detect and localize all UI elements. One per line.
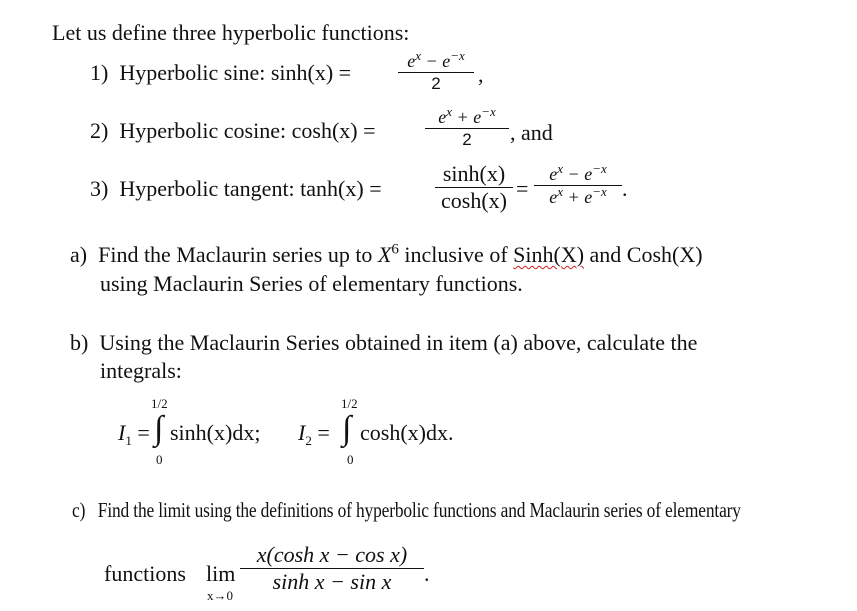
part-a-line1: a) Find the Maclaurin series up to $X^6$ inclusive of Sinh(X) and Cosh(X) [70,241,703,267]
definition-cosh [90,118,376,144]
integral-sign-1: ∫ [154,410,164,447]
intro-text: Let us define three hyperbolic functions: [52,20,410,45]
part-b-line2: integrals: [100,358,182,383]
cosh-denominator: 2 [462,130,472,149]
integrand-2: cosh(x)dx. [360,420,454,445]
part-b-line1: b) Using the Maclaurin Series obtained in item (a) above, calculate the [70,330,698,355]
lower-limit-2: 0 [347,452,354,467]
limit-fraction [240,544,424,593]
cosh-tail: , and [510,120,553,145]
item-number: 3) [90,176,109,201]
equals-sign: = [516,176,529,201]
integral-2: $I_2$ = [298,420,330,448]
limit-tail: . [424,561,430,586]
limit-operator: lim [206,561,236,586]
part-a-letter: a) [70,242,88,267]
fraction-bar [534,185,622,186]
tanh-fraction-2 [534,161,622,207]
part-c-letter: c) [72,498,86,522]
sinh-numerator: $e^x - e^{-x}$ [407,48,465,71]
cosh-fraction [425,104,509,149]
part-b-letter: b) [70,330,89,355]
cosh-label: Hyperbolic cosine: cosh(x) = [119,118,376,143]
limit-numerator: x(cosh x − cos x) [256,542,408,567]
definition-tanh [90,176,382,202]
integral-1: $I_1$ = [118,420,150,448]
integral-sign-2: ∫ [342,410,352,447]
fraction-bar [398,72,474,73]
part-c-line1: c) Find the limit using the definitions of hyperbolic functions and Maclaurin series of elementary [72,498,741,522]
upper-limit-2: 1/2 [341,396,358,411]
sinh-denominator: 2 [431,74,441,93]
item-number: 1) [90,60,109,85]
integrand-1: sinh(x)dx; [170,420,261,445]
sinh-term: Sinh(X) [513,242,585,267]
lower-limit-1: 0 [156,452,163,467]
cosh-numerator: $e^x + e^{-x}$ [438,104,496,127]
tanh-numerator-2: $e^x - e^{-x}$ [549,161,607,184]
tanh-label: Hyperbolic tangent: tanh(x) = [119,176,382,201]
part-c-functions: functions [104,561,186,586]
tanh-denominator-1: cosh(x) [441,188,507,213]
upper-limit-1: 1/2 [151,396,168,411]
limit-denominator: sinh x − sin x [272,569,392,594]
sinh-label: Hyperbolic sine: sinh(x) = [119,60,352,85]
part-a-line2: using Maclaurin Series of elementary functions. [100,271,523,296]
tanh-numerator-1: sinh(x) [442,161,506,186]
sinh-fraction [398,48,474,93]
limit-subscript: x→0 [207,588,233,603]
definition-sinh [90,60,351,86]
sinh-tail: , [478,62,484,87]
tanh-denominator-2: $e^x + e^{-x}$ [549,184,607,207]
item-number: 2) [90,118,109,143]
tanh-tail: . [622,176,628,201]
fraction-bar [425,128,509,129]
tanh-fraction-1 [435,163,513,212]
